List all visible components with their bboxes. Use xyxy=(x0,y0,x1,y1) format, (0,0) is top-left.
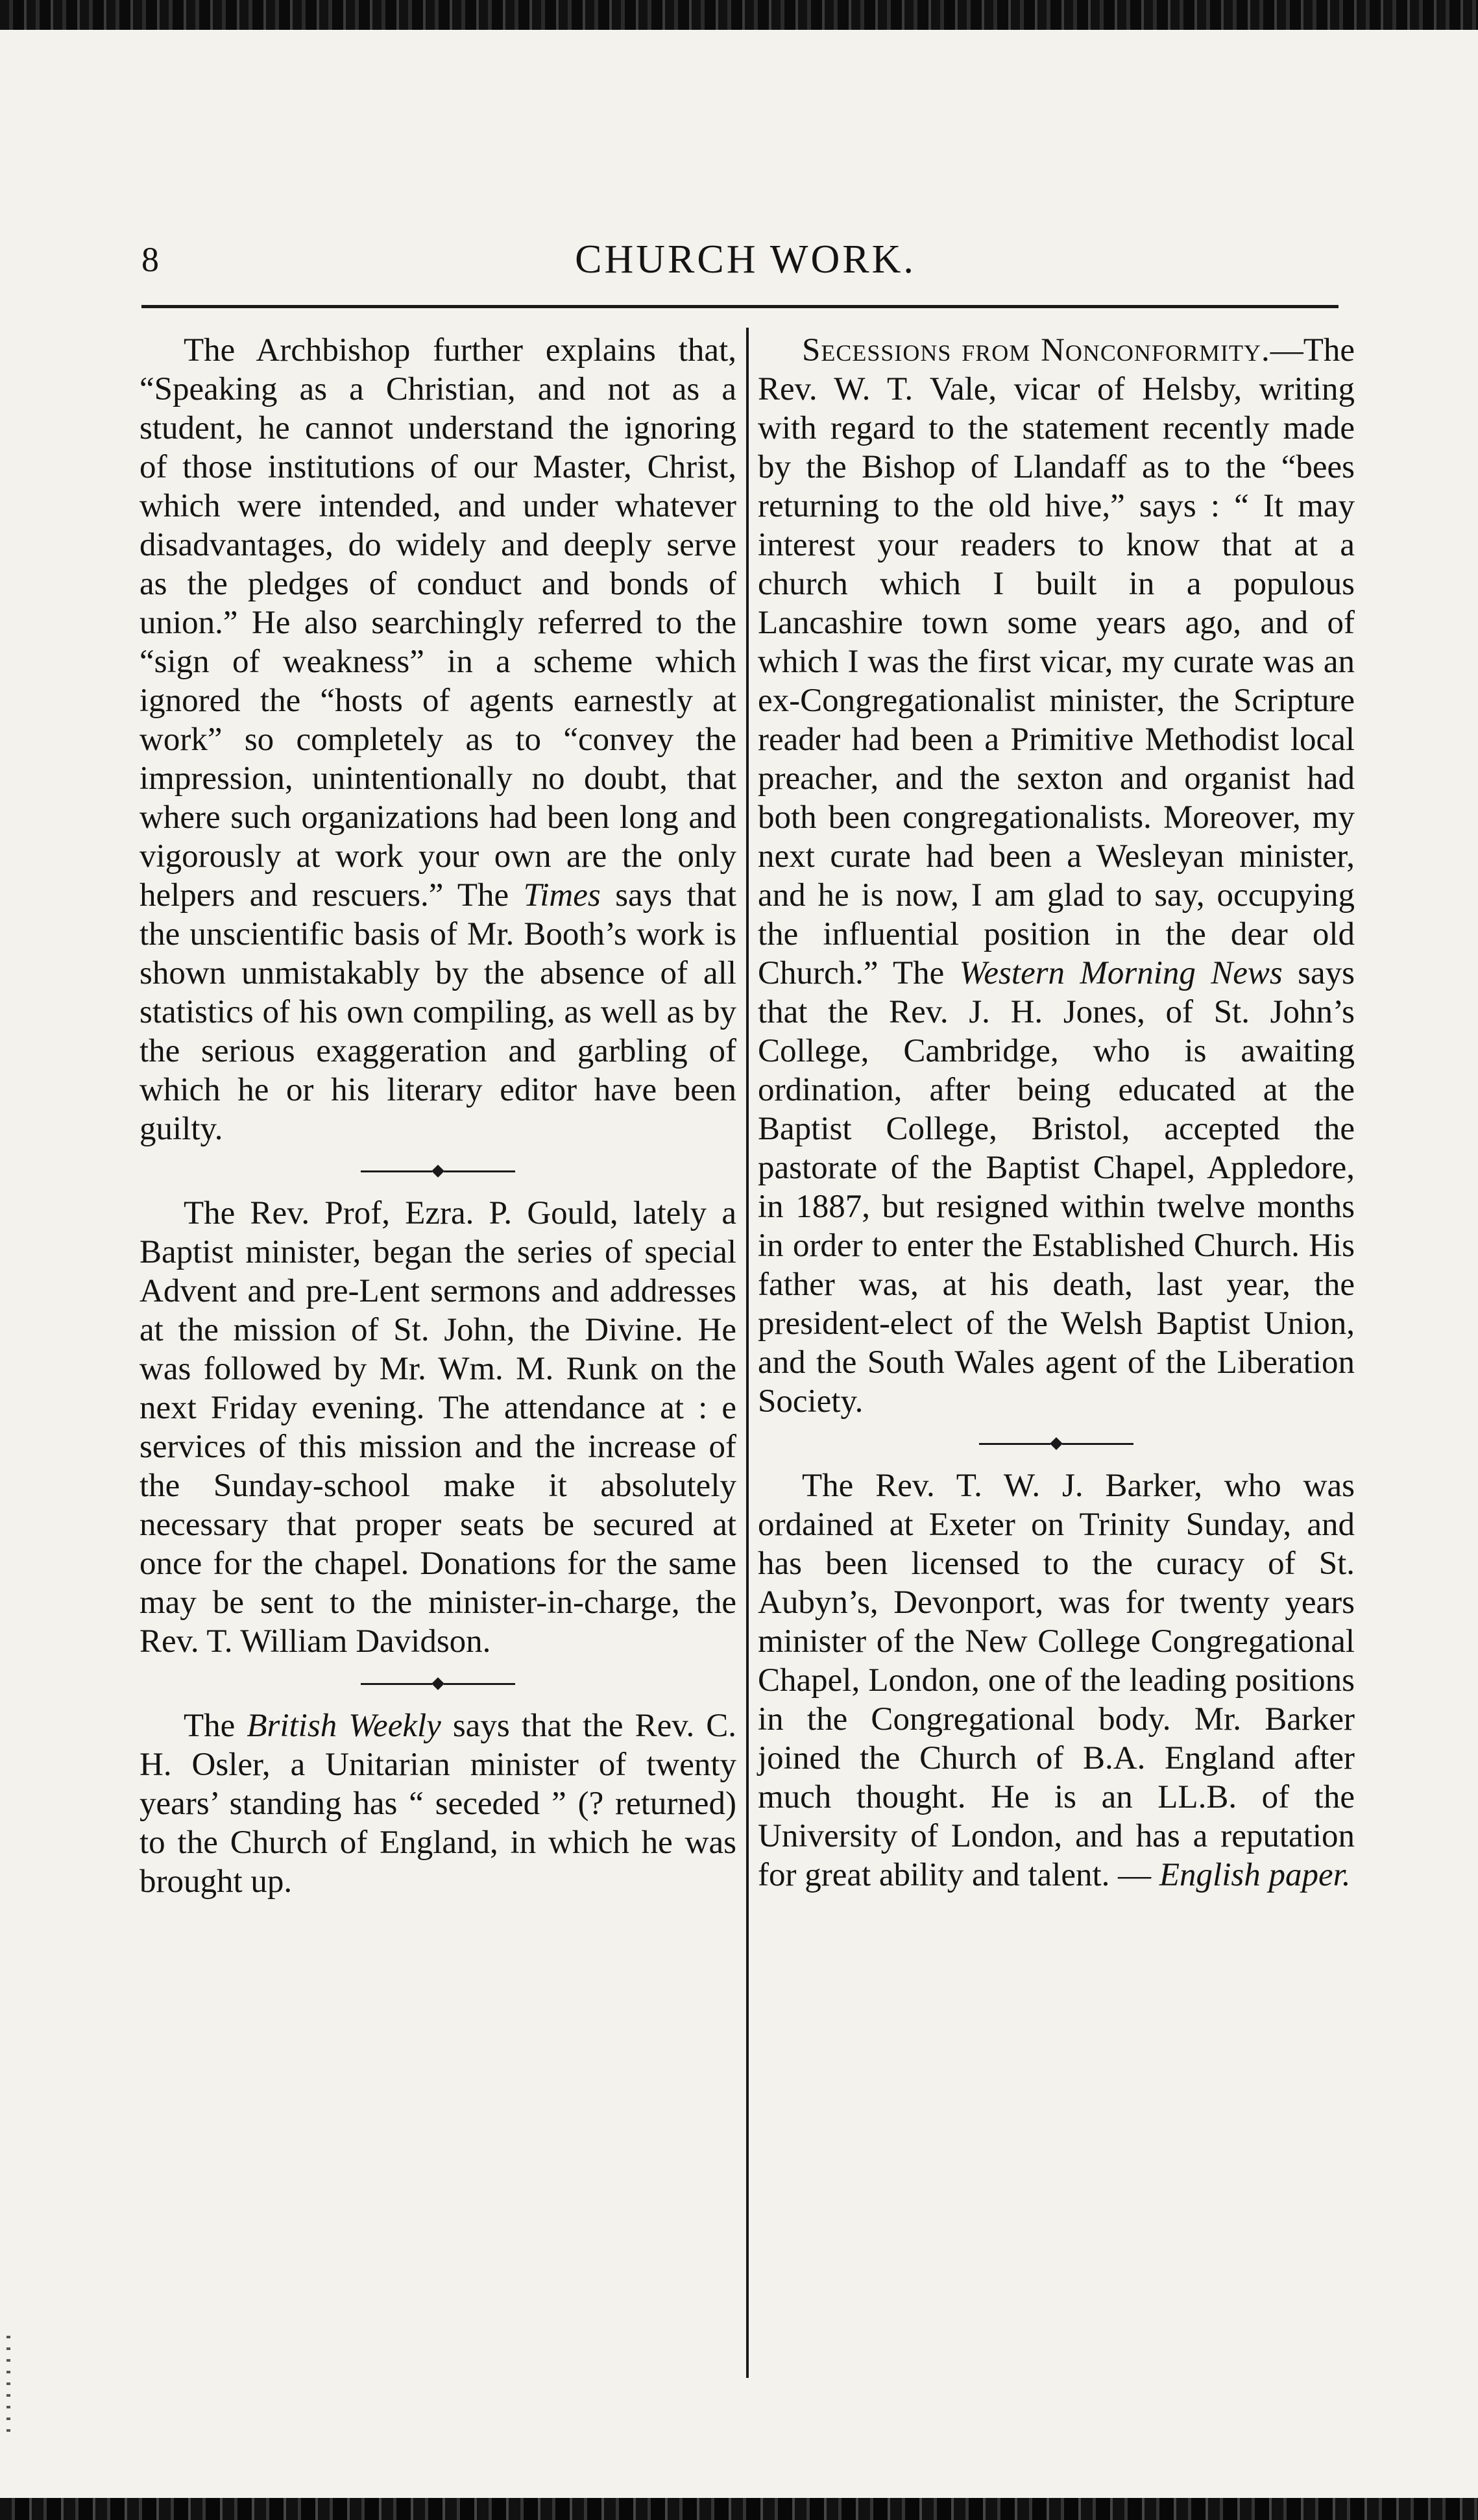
section-ornament xyxy=(758,1421,1355,1466)
page-header xyxy=(141,230,1350,289)
right-column xyxy=(758,331,1355,1895)
page-number: 8 xyxy=(141,240,159,279)
column-divider xyxy=(746,328,749,2378)
diamond-icon xyxy=(1050,1437,1063,1450)
left-column xyxy=(139,331,736,1901)
secessions-text: —The Rev. W. T. Vale, vicar of Helsby, writing with regard to the statement recently made by the Bishop of Llandaff as to the “bees returning to the old hive,” says : “ It may interest your readers to know that at a church which I built in a populous Lancashire town some years ago, and of which I was the first vicar, my curate was an ex-Congregationalist minister, the Scripture reader had been a Primitive Methodist local preacher, and the sexton and organist had both been congregationalists. Moreover, my next curate had been a Wesleyan minister, and he is now, I am glad to say, occupying the influential position in the dear old Church.” The xyxy=(758,332,1355,991)
british-weekly-title: British Weekly xyxy=(247,1708,441,1744)
english-paper-source: English paper. xyxy=(1159,1857,1351,1893)
archbishop-paragraph xyxy=(139,331,736,1148)
running-title: CHURCH WORK. xyxy=(575,237,916,282)
barker-text: The Rev. T. W. J. Barker, who was ordained at Exeter on Trinity Sunday, and has been licensed to the curacy of St. Aubyn’s, Devonport, was for twenty years minister of the New College Congregational Chapel, London, one of the leading positions in the Congregational body. Mr. Barker joined the Church of B.A. England after much thought. He is an LL.B. of the University of London, and has a reputation for great ability and talent. — xyxy=(758,1468,1355,1893)
osler-text-end: says that the Rev. C. H. Osler, a Unitarian minister of twenty years’ standing has “ seceded ” (? returned) to the Church of England, in which he was brought up. xyxy=(139,1708,737,1900)
times-title: Times xyxy=(523,877,601,914)
archbishop-text: The Archbishop further explains that, “Speaking as a Christian, and not as a student, he cannot understand the ignoring of those institutions of our Master, Christ, which were intended, and under whatever disadvantages, do widely and deeply serve as the pledges of conduct and bonds of union.” He also searchingly referred to the “sign of weakness” in a scheme which ignored the “hosts of agents earnestly at work” so completely as to “convey the impression, unintentionally no doubt, that where such organizations had been long and vigorously at work your own are the only helpers and rescuers.” The xyxy=(139,332,736,914)
secessions-paragraph xyxy=(758,331,1355,1421)
barker-paragraph xyxy=(758,1466,1355,1895)
gould-paragraph: The Rev. Prof, Ezra. P. Gould, lately a Baptist minister, began the series of special Advent and pre-Lent sermons and addresses at the mission of St. John, the Divine. He was followed by Mr. Wm. M. Runk on the next Friday evening. The attendance at : e services of this mission and the increase of the Sunday-school make it absolutely necessary that proper seats be secured at once for the chapel. Donations for the same may be sent to the minister-in-charge, the Rev. T. William Davidson. xyxy=(139,1195,736,1660)
header-rule xyxy=(141,305,1339,308)
scan-border-bottom xyxy=(0,2498,1478,2520)
scan-border-top xyxy=(0,0,1478,30)
diamond-icon xyxy=(431,1165,444,1178)
osler-paragraph xyxy=(139,1706,736,1901)
secessions-heading: Secessions from Nonconformity. xyxy=(802,332,1270,369)
western-morning-news-title: Western Morning News xyxy=(959,955,1283,991)
section-ornament xyxy=(139,1148,736,1194)
scan-margin-marks xyxy=(6,2336,10,2440)
secessions-text-end: says that the Rev. J. H. Jones, of St. John’s College, Cambridge, who is awaiting ordination, after being educated at the Baptist College, Bristol, accepted the pastorate of the Baptist Chapel, Appledore, in 1887, but resigned within twelve months in order to enter the Established Church. His father was, at his death, last year, the president-elect of the Welsh Baptist Union, and the South Wales agent of the Liberation Society. xyxy=(758,955,1355,1420)
section-ornament xyxy=(139,1661,736,1706)
diamond-icon xyxy=(431,1677,444,1690)
archbishop-text-end: says that the unscientific basis of Mr. Booth’s work is shown unmistakably by the absence of all statistics of his own compiling, as well as by the serious exaggeration and garbling of which he or his literary editor have been guilty. xyxy=(139,877,736,1147)
osler-text-start: The xyxy=(184,1708,247,1744)
